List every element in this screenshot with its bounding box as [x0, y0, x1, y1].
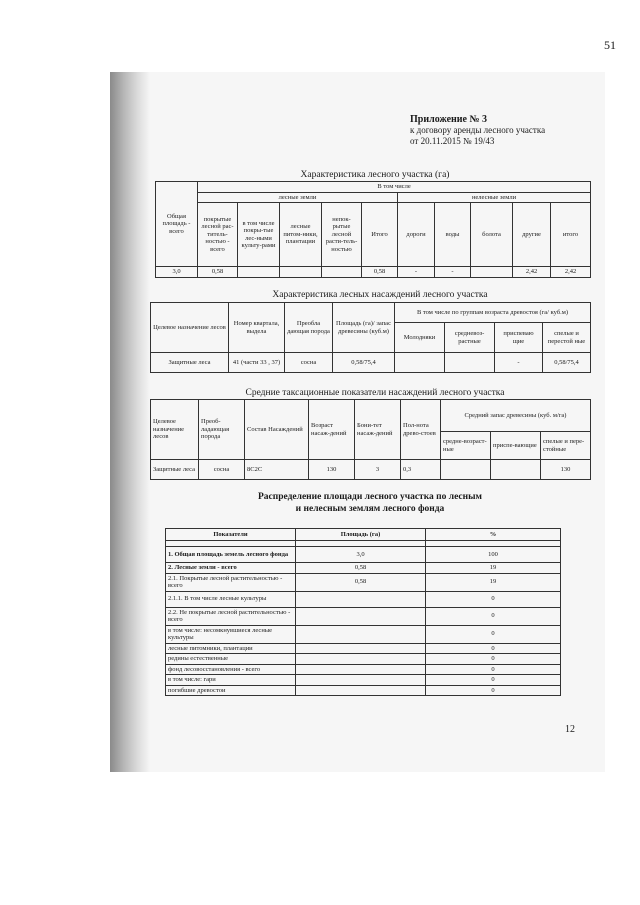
cell: 2,42 [551, 267, 591, 278]
cell: Защитные леса [151, 460, 199, 480]
row-label: 1. Общая площадь земель лесного фонда [166, 547, 296, 563]
row-label: погибшие древостои [166, 685, 296, 696]
th-bonitet: Бони-тет насаж-дений [355, 400, 401, 460]
row-label: фонд лесовосстановления - всего [166, 664, 296, 675]
cell: 130 [541, 460, 591, 480]
cell: 0,3 [401, 460, 441, 480]
th-col: другие [513, 203, 551, 267]
th-species: Преобла дающая порода [285, 303, 333, 353]
outer-page-number: 51 [604, 38, 616, 52]
th-col: покрытые лесной рас-титель-ностью - всего [198, 203, 238, 267]
cell [445, 353, 495, 373]
th-mature: спелые и перестой ные [543, 323, 591, 353]
row-percent: 19 [426, 573, 561, 591]
th-forest-lands: лесные земли [198, 192, 398, 203]
row-percent: 0 [426, 625, 561, 643]
cell: 3 [355, 460, 401, 480]
th-area-stock: Площадь (га)/ запас древесины (куб.м) [333, 303, 395, 353]
th-col: болота [471, 203, 513, 267]
th-stock: Средний запас древесины (куб. м/га) [441, 400, 591, 432]
th-col: Итого [362, 203, 398, 267]
th-nonforest-lands: нелесные земли [398, 192, 591, 203]
binding-shadow [110, 72, 150, 772]
table-row [166, 625, 561, 643]
cell: Защитные леса [151, 353, 229, 373]
row-percent: 0 [426, 664, 561, 675]
row-percent: 0 [426, 591, 561, 607]
cell: - [495, 353, 543, 373]
th-col: лесные питом-ники, плантации [280, 203, 322, 267]
row-area [296, 675, 426, 686]
th-ripening: приспе-вающие [491, 432, 541, 460]
appendix-header [410, 114, 600, 147]
row-area [296, 685, 426, 696]
cell: 0,58/75,4 [543, 353, 591, 373]
row-percent: 19 [426, 563, 561, 574]
th-density: Пол-нота древо-стоев [401, 400, 441, 460]
row-area: 0,58 [296, 573, 426, 591]
cell: сосна [199, 460, 245, 480]
th-percent: % [426, 529, 561, 541]
cell: - [435, 267, 471, 278]
th-composition: Состав Насаждений [245, 400, 309, 460]
row-label: 2.1. Покрытые лесной растительностью - всего [166, 573, 296, 591]
cell [280, 267, 322, 278]
stands-characteristics-table [150, 302, 591, 373]
appendix-subtitle: к договору аренды лесного участка [410, 125, 546, 135]
row-area [296, 654, 426, 665]
row-label: в том числе: гари [166, 675, 296, 686]
row-area: 0,58 [296, 563, 426, 574]
row-percent: 0 [426, 607, 561, 625]
cell [395, 353, 445, 373]
th-col: непок-рытые лесной расти-тель-ностью [322, 203, 362, 267]
appendix-title: Приложение № 3 [410, 114, 488, 125]
row-label: в том числе: несомкнувшиеся лесные культуры [166, 625, 296, 643]
table-row [166, 573, 561, 591]
th-mid: средне-возраст-ные [441, 432, 491, 460]
cell: 41 (части 33 , 37) [229, 353, 285, 373]
cell [491, 460, 541, 480]
row-area [296, 607, 426, 625]
th-mature: спелые и пере-стойные [541, 432, 591, 460]
th-total-area: Общая площадь - всего [156, 182, 198, 267]
th-ripening: приспеваю щие [495, 323, 543, 353]
cell: сосна [285, 353, 333, 373]
row-label: редины естественные [166, 654, 296, 665]
row-label: 2. Лесные земли - всего [166, 563, 296, 574]
cell [322, 267, 362, 278]
th-mid: средневоз-растные [445, 323, 495, 353]
cell: 3,0 [156, 267, 198, 278]
table-row [151, 460, 591, 480]
th-area: Площадь (га) [296, 529, 426, 541]
th-quarter: Номер квартала, выдела [229, 303, 285, 353]
row-percent: 0 [426, 643, 561, 654]
row-area [296, 664, 426, 675]
row-label: лесные питомники, плантации [166, 643, 296, 654]
th-young: Молодняки [395, 323, 445, 353]
table4-caption-line1: Распределение площади лесного участка по лесным [257, 492, 483, 502]
row-area [296, 625, 426, 643]
table-row [166, 563, 561, 574]
table2-caption: Характеристика лесных насаждений лесного участка [272, 290, 488, 300]
scanned-page [110, 72, 605, 772]
cell: 8С2С [245, 460, 309, 480]
table-row [166, 654, 561, 665]
th-species: Преоб-ладающая порода [199, 400, 245, 460]
plot-characteristics-table [155, 181, 591, 278]
land-distribution-table [165, 528, 561, 696]
cell [471, 267, 513, 278]
row-area [296, 591, 426, 607]
table1-caption: Характеристика лесного участка (га) [300, 170, 450, 180]
appendix-date: от 20.11.2015 № 19/43 [410, 136, 495, 146]
row-label: 2.2. Не покрытые лесной растительностью - всего [166, 607, 296, 625]
th-col: воды [435, 203, 471, 267]
cell: 2,42 [513, 267, 551, 278]
cell: 0,58 [198, 267, 238, 278]
th-purpose: Целевое назначение лесов [151, 303, 229, 353]
table-row [166, 664, 561, 675]
cell: 0,58/75,4 [333, 353, 395, 373]
cell [441, 460, 491, 480]
cell: - [398, 267, 435, 278]
cell: 0,58 [362, 267, 398, 278]
table-row [166, 591, 561, 607]
th-age: Возраст насаж-дений [309, 400, 355, 460]
table-row [166, 685, 561, 696]
row-percent: 0 [426, 675, 561, 686]
row-label: 2.1.1. В том числе лесные культуры [166, 591, 296, 607]
table-row [166, 643, 561, 654]
th-in-number: В том числе [198, 182, 591, 193]
th-col: дороги [398, 203, 435, 267]
row-percent: 100 [426, 547, 561, 563]
table3-caption: Средние таксационные показатели насаждений лесного участка [245, 388, 505, 398]
th-col: итого [551, 203, 591, 267]
row-area [296, 643, 426, 654]
table-row [166, 607, 561, 625]
row-percent: 0 [426, 654, 561, 665]
table4-caption-line2: и нелесным землям лесного фонда [295, 504, 445, 514]
th-age-groups: В том числе по группам возраста древостоя (га/ куб.м) [395, 303, 591, 323]
table-row [166, 675, 561, 686]
table-row [166, 547, 561, 563]
cell [238, 267, 280, 278]
table-row [156, 267, 591, 278]
th-purpose: Целевое назначение лесов [151, 400, 199, 460]
inner-page-number: 12 [565, 724, 575, 735]
th-indicator: Показатели [166, 529, 296, 541]
table-row [151, 353, 591, 373]
th-col: в том числе покры-тые лес-ными культу-рами [238, 203, 280, 267]
taxation-indicators-table [150, 399, 591, 480]
row-area: 3,0 [296, 547, 426, 563]
row-percent: 0 [426, 685, 561, 696]
cell: 130 [309, 460, 355, 480]
